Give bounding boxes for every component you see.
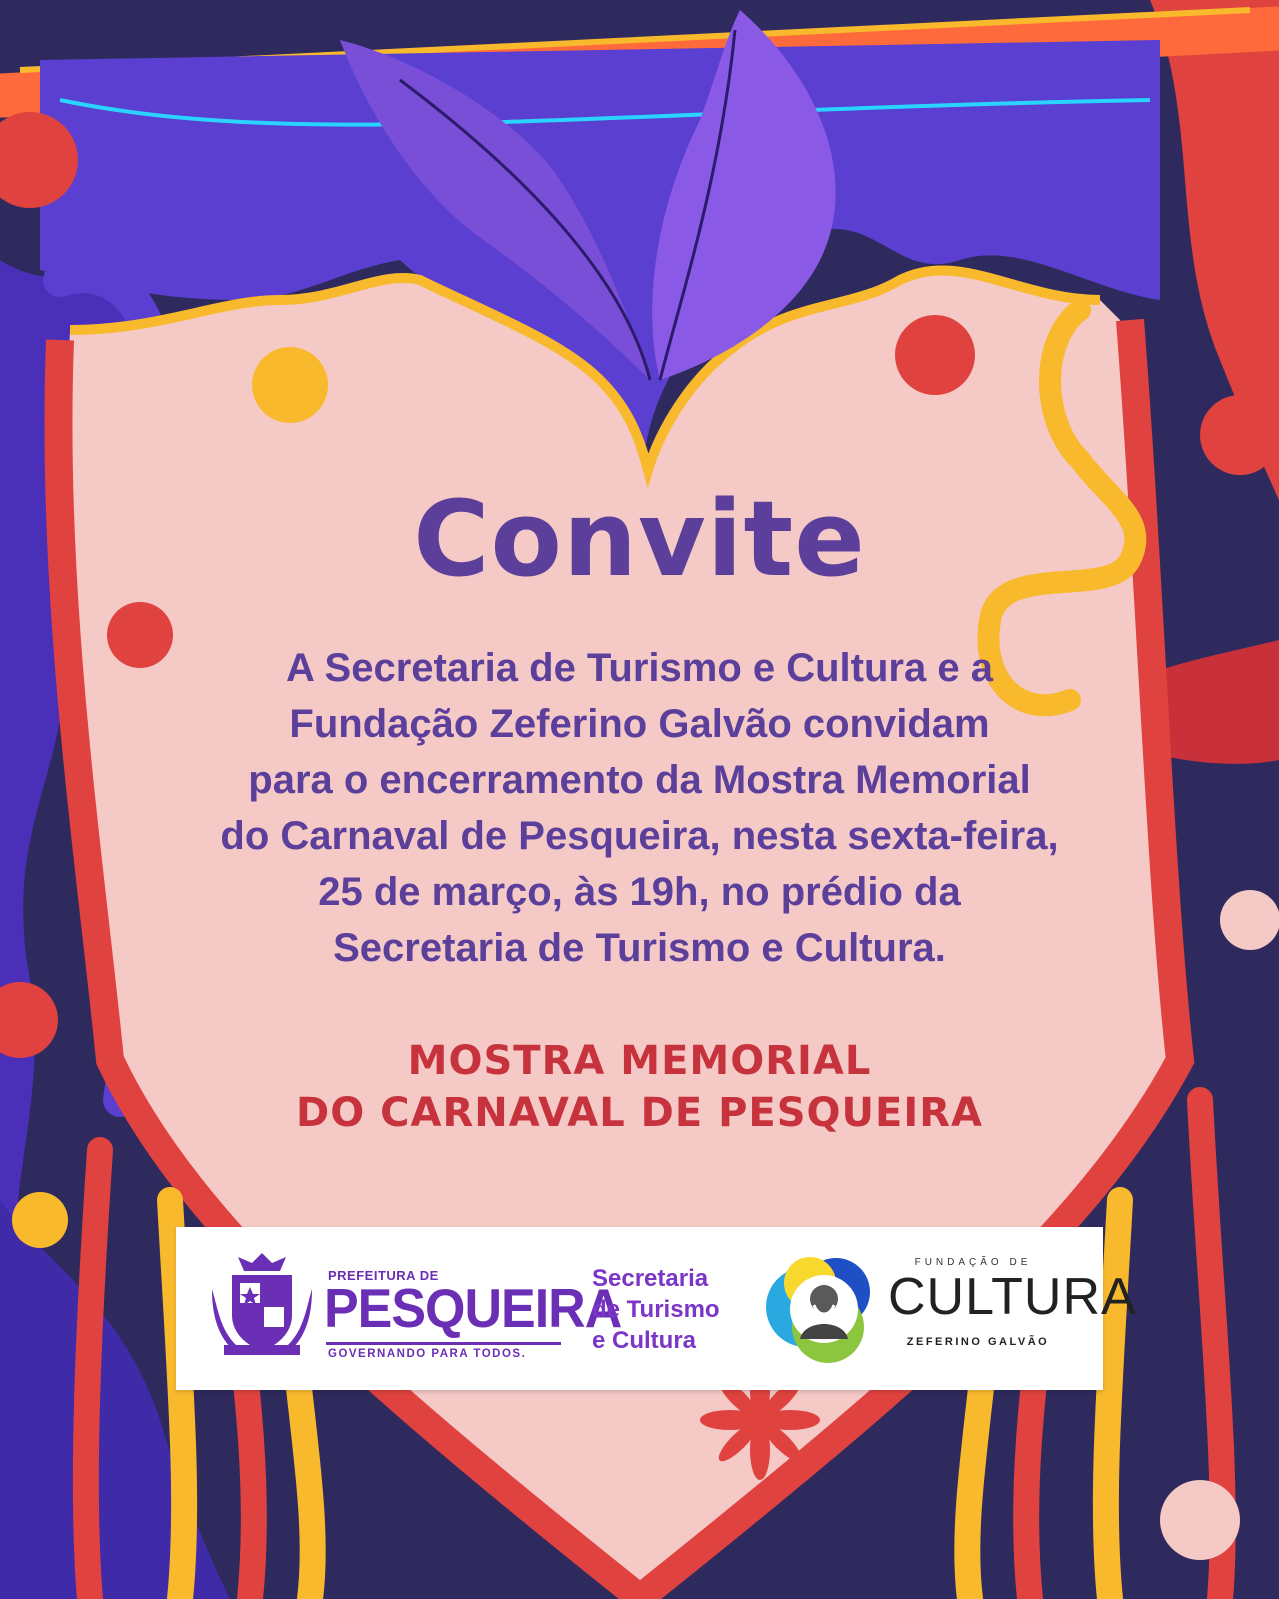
invitation-line: para o encerramento da Mostra Memorial bbox=[248, 758, 1031, 802]
invitation-line: A Secretaria de Turismo e Cultura e a bbox=[286, 646, 993, 690]
invitation-line: Fundação Zeferino Galvão convidam bbox=[289, 702, 990, 746]
prefeitura-divider bbox=[326, 1342, 561, 1345]
fundacao-top-text: FUNDAÇÃO DE bbox=[914, 1257, 1032, 1268]
logo-bar bbox=[176, 1227, 1137, 1390]
invitation-heading: Convite bbox=[413, 478, 866, 600]
coat-of-arms-icon bbox=[206, 1249, 318, 1361]
secretaria-line: e Cultura bbox=[592, 1327, 697, 1354]
fundacao-name: CULTURA bbox=[888, 1268, 1137, 1326]
prefeitura-name: PESQUEIRA bbox=[324, 1278, 622, 1340]
invitation-text bbox=[150, 640, 1129, 976]
invitation-line: Secretaria de Turismo e Cultura. bbox=[333, 926, 946, 970]
secretaria-line: de Turismo bbox=[592, 1296, 720, 1323]
portrait-emblem-icon bbox=[766, 1247, 878, 1369]
prefeitura-logo bbox=[176, 1227, 622, 1390]
fundacao-subtitle: ZEFERINO GALVÃO bbox=[906, 1336, 1050, 1348]
prefeitura-tagline: GOVERNANDO PARA TODOS. bbox=[328, 1348, 527, 1360]
secretaria-line: Secretaria bbox=[592, 1265, 709, 1292]
invitation-line: do Carnaval de Pesqueira, nesta sexta-feira, bbox=[220, 814, 1059, 858]
event-title bbox=[0, 1035, 1279, 1139]
prefeitura-small-text: PREFEITURA DE bbox=[328, 1268, 439, 1283]
invitation-line: 25 de março, às 19h, no prédio da bbox=[318, 870, 961, 914]
secretaria-logo bbox=[592, 1263, 720, 1356]
event-title-line: MOSTRA MEMORIAL bbox=[407, 1038, 872, 1084]
event-title-line: DO CARNAVAL DE PESQUEIRA bbox=[296, 1090, 983, 1136]
